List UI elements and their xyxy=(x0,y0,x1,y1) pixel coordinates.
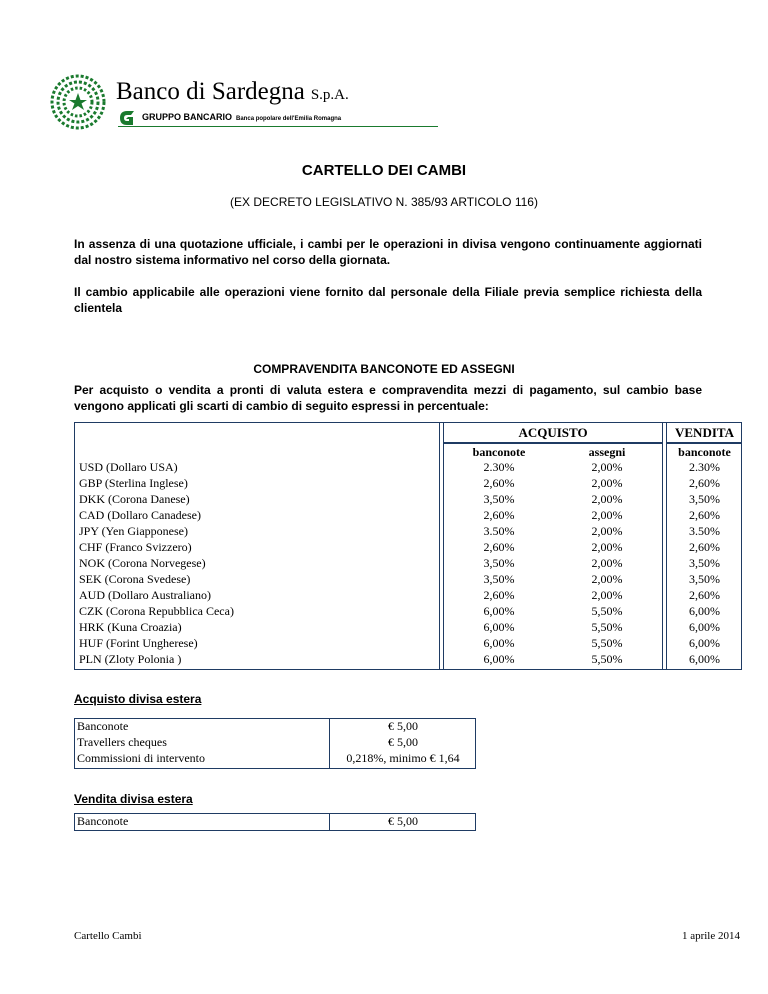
acq-banconote-value: 6,00% xyxy=(483,604,515,618)
group-sub-text: Banca popolare dell'Emilia Romagna xyxy=(236,116,342,122)
table-row xyxy=(75,524,741,540)
acquisto-divisa-table xyxy=(74,718,476,769)
ven-banconote-value: 2.30% xyxy=(689,460,720,474)
group-banner xyxy=(118,110,438,127)
acq-banconote-value: 3,50% xyxy=(483,556,515,570)
currency-name: CZK (Corona Repubblica Ceca) xyxy=(79,604,234,618)
bank-name-text: Banco di Sardegna xyxy=(116,78,305,105)
ven-banconote-value: 6,00% xyxy=(689,604,720,618)
fee-label: Banconote xyxy=(77,814,129,828)
ven-banconote-value: 2,60% xyxy=(689,476,720,490)
currency-name: NOK (Corona Norvegese) xyxy=(79,556,206,570)
footer-left: Cartello Cambi xyxy=(74,930,142,942)
currency-name: SEK (Corona Svedese) xyxy=(79,572,191,586)
header-acquisto: ACQUISTO xyxy=(518,425,588,440)
currency-name: AUD (Dollaro Australiano) xyxy=(79,588,211,602)
ven-banconote-value: 6,00% xyxy=(689,636,720,650)
col-header-ven-banconote: banconote xyxy=(678,445,731,459)
vendita-divisa-title: Vendita divisa estera xyxy=(74,792,193,806)
acq-assegni-value: 2,00% xyxy=(591,540,623,554)
acq-assegni-value: 2,00% xyxy=(591,588,623,602)
acq-banconote-value: 3,50% xyxy=(483,572,515,586)
fee-label: Commissioni di intervento xyxy=(77,751,205,765)
ven-banconote-value: 3,50% xyxy=(689,492,720,506)
table-row xyxy=(75,508,741,524)
table-row xyxy=(75,636,741,652)
acq-assegni-value: 2,00% xyxy=(591,460,623,474)
group-logo-icon xyxy=(118,110,136,126)
table-row xyxy=(75,588,741,604)
acq-banconote-value: 3.50% xyxy=(483,524,515,538)
bank-suffix: S.p.A. xyxy=(310,87,349,103)
table-row xyxy=(75,572,741,588)
acq-assegni-value: 2,00% xyxy=(591,572,623,586)
currency-name: DKK (Corona Danese) xyxy=(79,492,190,506)
header-rule xyxy=(443,442,662,444)
acq-assegni-value: 5,50% xyxy=(591,652,623,666)
section-title: COMPRAVENDITA BANCONOTE ED ASSEGNI xyxy=(253,362,515,376)
table-row xyxy=(75,751,475,768)
currency-name: PLN (Zloty Polonia ) xyxy=(79,652,182,666)
ven-banconote-value: 2,60% xyxy=(689,508,720,522)
acq-assegni-value: 5,50% xyxy=(591,636,623,650)
acq-assegni-value: 2,00% xyxy=(591,492,623,506)
table-row xyxy=(75,492,741,508)
col-header-acq-assegni: assegni xyxy=(588,445,626,459)
acq-banconote-value: 2,60% xyxy=(483,588,515,602)
vendita-divisa-table xyxy=(74,813,476,831)
ven-banconote-value: 6,00% xyxy=(689,652,720,666)
ven-banconote-value: 6,00% xyxy=(689,620,720,634)
intro-paragraph-1: In assenza di una quotazione ufficiale, i cambi per le operazioni in divisa vengono continuamente aggiornati dal nostro sistema informativo nel corso della giornata. xyxy=(74,237,702,267)
header-vendita: VENDITA xyxy=(675,425,734,440)
currency-name: HRK (Kuna Croazia) xyxy=(79,620,182,634)
acq-banconote-value: 2,60% xyxy=(483,508,515,522)
currency-name: JPY (Yen Giapponese) xyxy=(79,524,188,538)
currency-name: HUF (Forint Ungherese) xyxy=(79,636,198,650)
fee-label: Travellers cheques xyxy=(77,735,167,749)
fee-value: 0,218%, minimo € 1,64 xyxy=(346,751,460,765)
acq-banconote-value: 2,60% xyxy=(483,476,515,490)
acq-assegni-value: 2,00% xyxy=(591,556,623,570)
acquisto-divisa-title: Acquisto divisa estera xyxy=(74,692,202,706)
table-row xyxy=(75,814,475,830)
bank-name xyxy=(116,78,349,106)
table-row xyxy=(75,620,741,636)
acq-assegni-value: 2,00% xyxy=(591,524,623,538)
page-subtitle: (EX DECRETO LEGISLATIVO N. 385/93 ARTICOLO 116) xyxy=(230,195,538,209)
section-description: Per acquisto o vendita a pronti di valuta estera e compravendita mezzi di pagamento, sul cambio base vengono applicati gli scarti di cambio di seguito espressi in percentuale: xyxy=(74,383,702,413)
col-header-acq-banconote: banconote xyxy=(472,445,526,459)
fee-value: € 5,00 xyxy=(388,814,418,828)
currency-name: CHF (Franco Svizzero) xyxy=(79,540,192,554)
rates-table xyxy=(74,422,742,670)
bank-star-logo-icon xyxy=(50,74,106,130)
ven-banconote-value: 3.50% xyxy=(689,524,720,538)
acq-banconote-value: 3,50% xyxy=(483,492,515,506)
table-row xyxy=(75,556,741,572)
table-row xyxy=(75,719,475,735)
acq-banconote-value: 2.30% xyxy=(483,460,515,474)
acq-banconote-value: 6,00% xyxy=(483,620,515,634)
table-row xyxy=(75,735,475,751)
ven-banconote-value: 2,60% xyxy=(689,540,720,554)
acq-banconote-value: 6,00% xyxy=(483,652,515,666)
ven-banconote-value: 2,60% xyxy=(689,588,720,602)
header-rule xyxy=(666,442,741,444)
acq-assegni-value: 2,00% xyxy=(591,508,623,522)
intro-paragraph-2: Il cambio applicabile alle operazioni viene fornito dal personale della Filiale previa semplice richiesta della clientela xyxy=(74,285,702,315)
footer-date: 1 aprile 2014 xyxy=(681,930,740,942)
page-title: CARTELLO DEI CAMBI xyxy=(301,162,467,179)
table-row xyxy=(75,604,741,620)
ven-banconote-value: 3,50% xyxy=(689,572,720,586)
table-row xyxy=(75,460,741,476)
table-row xyxy=(75,540,741,556)
fee-value: € 5,00 xyxy=(388,719,418,733)
acq-assegni-value: 5,50% xyxy=(591,620,623,634)
bank-logo xyxy=(50,74,390,130)
acq-assegni-value: 5,50% xyxy=(591,604,623,618)
acq-assegni-value: 2,00% xyxy=(591,476,623,490)
fee-label: Banconote xyxy=(77,719,129,733)
group-label xyxy=(142,112,341,122)
table-row xyxy=(75,476,741,492)
group-label-text: GRUPPO BANCARIO xyxy=(142,112,233,122)
currency-name: USD (Dollaro USA) xyxy=(79,460,178,474)
acq-banconote-value: 6,00% xyxy=(483,636,515,650)
currency-name: GBP (Sterlina Inglese) xyxy=(79,476,188,490)
fee-value: € 5,00 xyxy=(388,735,418,749)
table-row xyxy=(75,652,741,668)
acq-banconote-value: 2,60% xyxy=(483,540,515,554)
currency-name: CAD (Dollaro Canadese) xyxy=(79,508,201,522)
ven-banconote-value: 3,50% xyxy=(689,556,720,570)
